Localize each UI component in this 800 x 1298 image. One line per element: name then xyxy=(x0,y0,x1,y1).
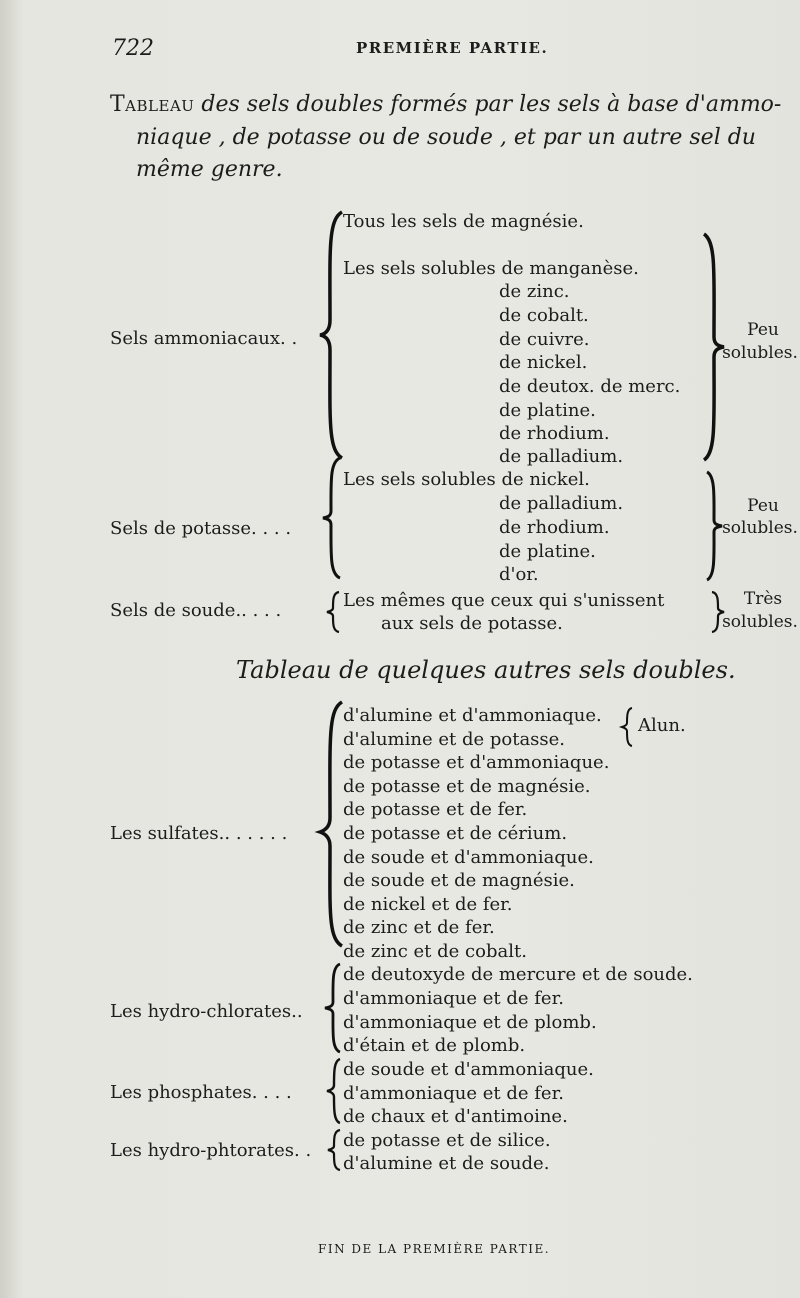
sulfates-line-4: de potasse et de magnésie. xyxy=(343,776,591,797)
left-brace-phosphates xyxy=(325,1057,343,1125)
sulfates-line-11: de zinc et de cobalt. xyxy=(343,941,527,962)
title-line-1 xyxy=(110,92,781,117)
ammon-line-1: Tous les sels de magnésie. xyxy=(343,211,584,232)
potasse-line-3: de rhodium. xyxy=(499,517,610,538)
potasse-line-2: de palladium. xyxy=(499,493,624,514)
note-soude-1: Très xyxy=(743,589,783,609)
sulfates-line-8: de soude et de magnésie. xyxy=(343,870,575,891)
label-hydro-phtorates: Les hydro-phtorates. . xyxy=(110,1140,312,1161)
chlorates-line-4: d'étain et de plomb. xyxy=(343,1035,526,1056)
sulfates-line-5: de potasse et de fer. xyxy=(343,799,528,820)
sulfates-line-6: de potasse et de cérium. xyxy=(343,823,568,844)
sulfates-line-9: de nickel et de fer. xyxy=(343,894,513,915)
sulfates-line-2: d'alumine et de potasse. xyxy=(343,729,566,750)
ammon-line-5: de cuivre. xyxy=(499,329,590,350)
chlorates-line-1: de deutoxyde de mercure et de soude. xyxy=(343,964,693,985)
soude-line-2: aux sels de potasse. xyxy=(381,613,563,634)
sulfates-line-7: de soude et d'ammoniaque. xyxy=(343,847,594,868)
sulfates-line-10: de zinc et de fer. xyxy=(343,917,495,938)
title-line-2: niaque , de potasse ou de soude , et par un autre sel du xyxy=(136,125,756,150)
ammon-line-6: de nickel. xyxy=(499,352,588,373)
potasse-line-4: de platine. xyxy=(499,541,596,562)
phtorates-line-2: d'alumine et de soude. xyxy=(343,1153,550,1174)
title-line-1-text: des sels doubles formés par les sels à base d'ammo- xyxy=(201,92,782,117)
ammon-line-2: Les sels solubles de manganèse. xyxy=(343,258,639,279)
chlorates-line-2: d'ammoniaque et de fer. xyxy=(343,988,564,1009)
phtorates-line-1: de potasse et de silice. xyxy=(343,1130,551,1151)
subtitle: Tableau de quelques autres sels doubles. xyxy=(236,656,736,684)
label-sels-potasse: Sels de potasse. . . . xyxy=(110,518,292,539)
ammon-line-10: de palladium. xyxy=(499,446,624,467)
phosphates-line-1: de soude et d'ammoniaque. xyxy=(343,1059,594,1080)
left-brace-ammoniacaux xyxy=(318,210,348,460)
ammon-line-4: de cobalt. xyxy=(499,305,589,326)
label-phosphates: Les phosphates. . . . xyxy=(110,1082,292,1103)
alun-brace xyxy=(620,706,634,748)
note-soude-2: solubles. xyxy=(722,612,798,632)
alun-label: Alun. xyxy=(638,715,686,736)
phosphates-line-3: de chaux et d'antimoine. xyxy=(343,1106,568,1127)
ammon-line-8: de platine. xyxy=(499,400,596,421)
chlorates-line-3: d'ammoniaque et de plomb. xyxy=(343,1012,597,1033)
phosphates-line-2: d'ammoniaque et de fer. xyxy=(343,1083,564,1104)
sulfates-line-3: de potasse et d'ammoniaque. xyxy=(343,752,610,773)
note-potasse-1: Peu xyxy=(747,496,779,516)
note-potasse-2: solubles. xyxy=(722,518,798,538)
left-brace-sulfates xyxy=(318,700,346,948)
left-brace-chlorates xyxy=(323,962,343,1054)
potasse-line-5: d'or. xyxy=(499,564,539,585)
ammon-line-9: de rhodium. xyxy=(499,423,610,444)
title-prefix: Tableau xyxy=(110,92,195,117)
soude-line-1: Les mêmes que ceux qui s'unissent xyxy=(343,590,665,611)
label-hydro-chlorates: Les hydro-chlorates.. xyxy=(110,1001,303,1022)
page-number: 722 xyxy=(112,36,154,61)
running-title: PREMIÈRE PARTIE. xyxy=(356,39,549,57)
right-brace-potasse xyxy=(704,470,724,582)
title-line-3: même genre. xyxy=(136,157,283,182)
left-brace-soude xyxy=(325,590,341,634)
potasse-line-1: Les sels solubles de nickel. xyxy=(343,469,590,490)
footer-text: FIN DE LA PREMIÈRE PARTIE. xyxy=(318,1242,551,1256)
note-ammon-1: Peu xyxy=(747,320,779,340)
left-brace-phtorates xyxy=(326,1128,342,1172)
ammon-line-7: de deutox. de merc. xyxy=(499,376,681,397)
sulfates-line-1: d'alumine et d'ammoniaque. xyxy=(343,705,602,726)
ammon-line-3: de zinc. xyxy=(499,281,570,302)
label-sulfates: Les sulfates.. . . . . . xyxy=(110,823,288,844)
label-sels-soude: Sels de soude.. . . . xyxy=(110,600,282,621)
label-sels-ammoniacaux: Sels ammoniacaux. . xyxy=(110,328,298,349)
note-ammon-2: solubles. xyxy=(722,343,798,363)
left-brace-potasse xyxy=(320,456,344,580)
